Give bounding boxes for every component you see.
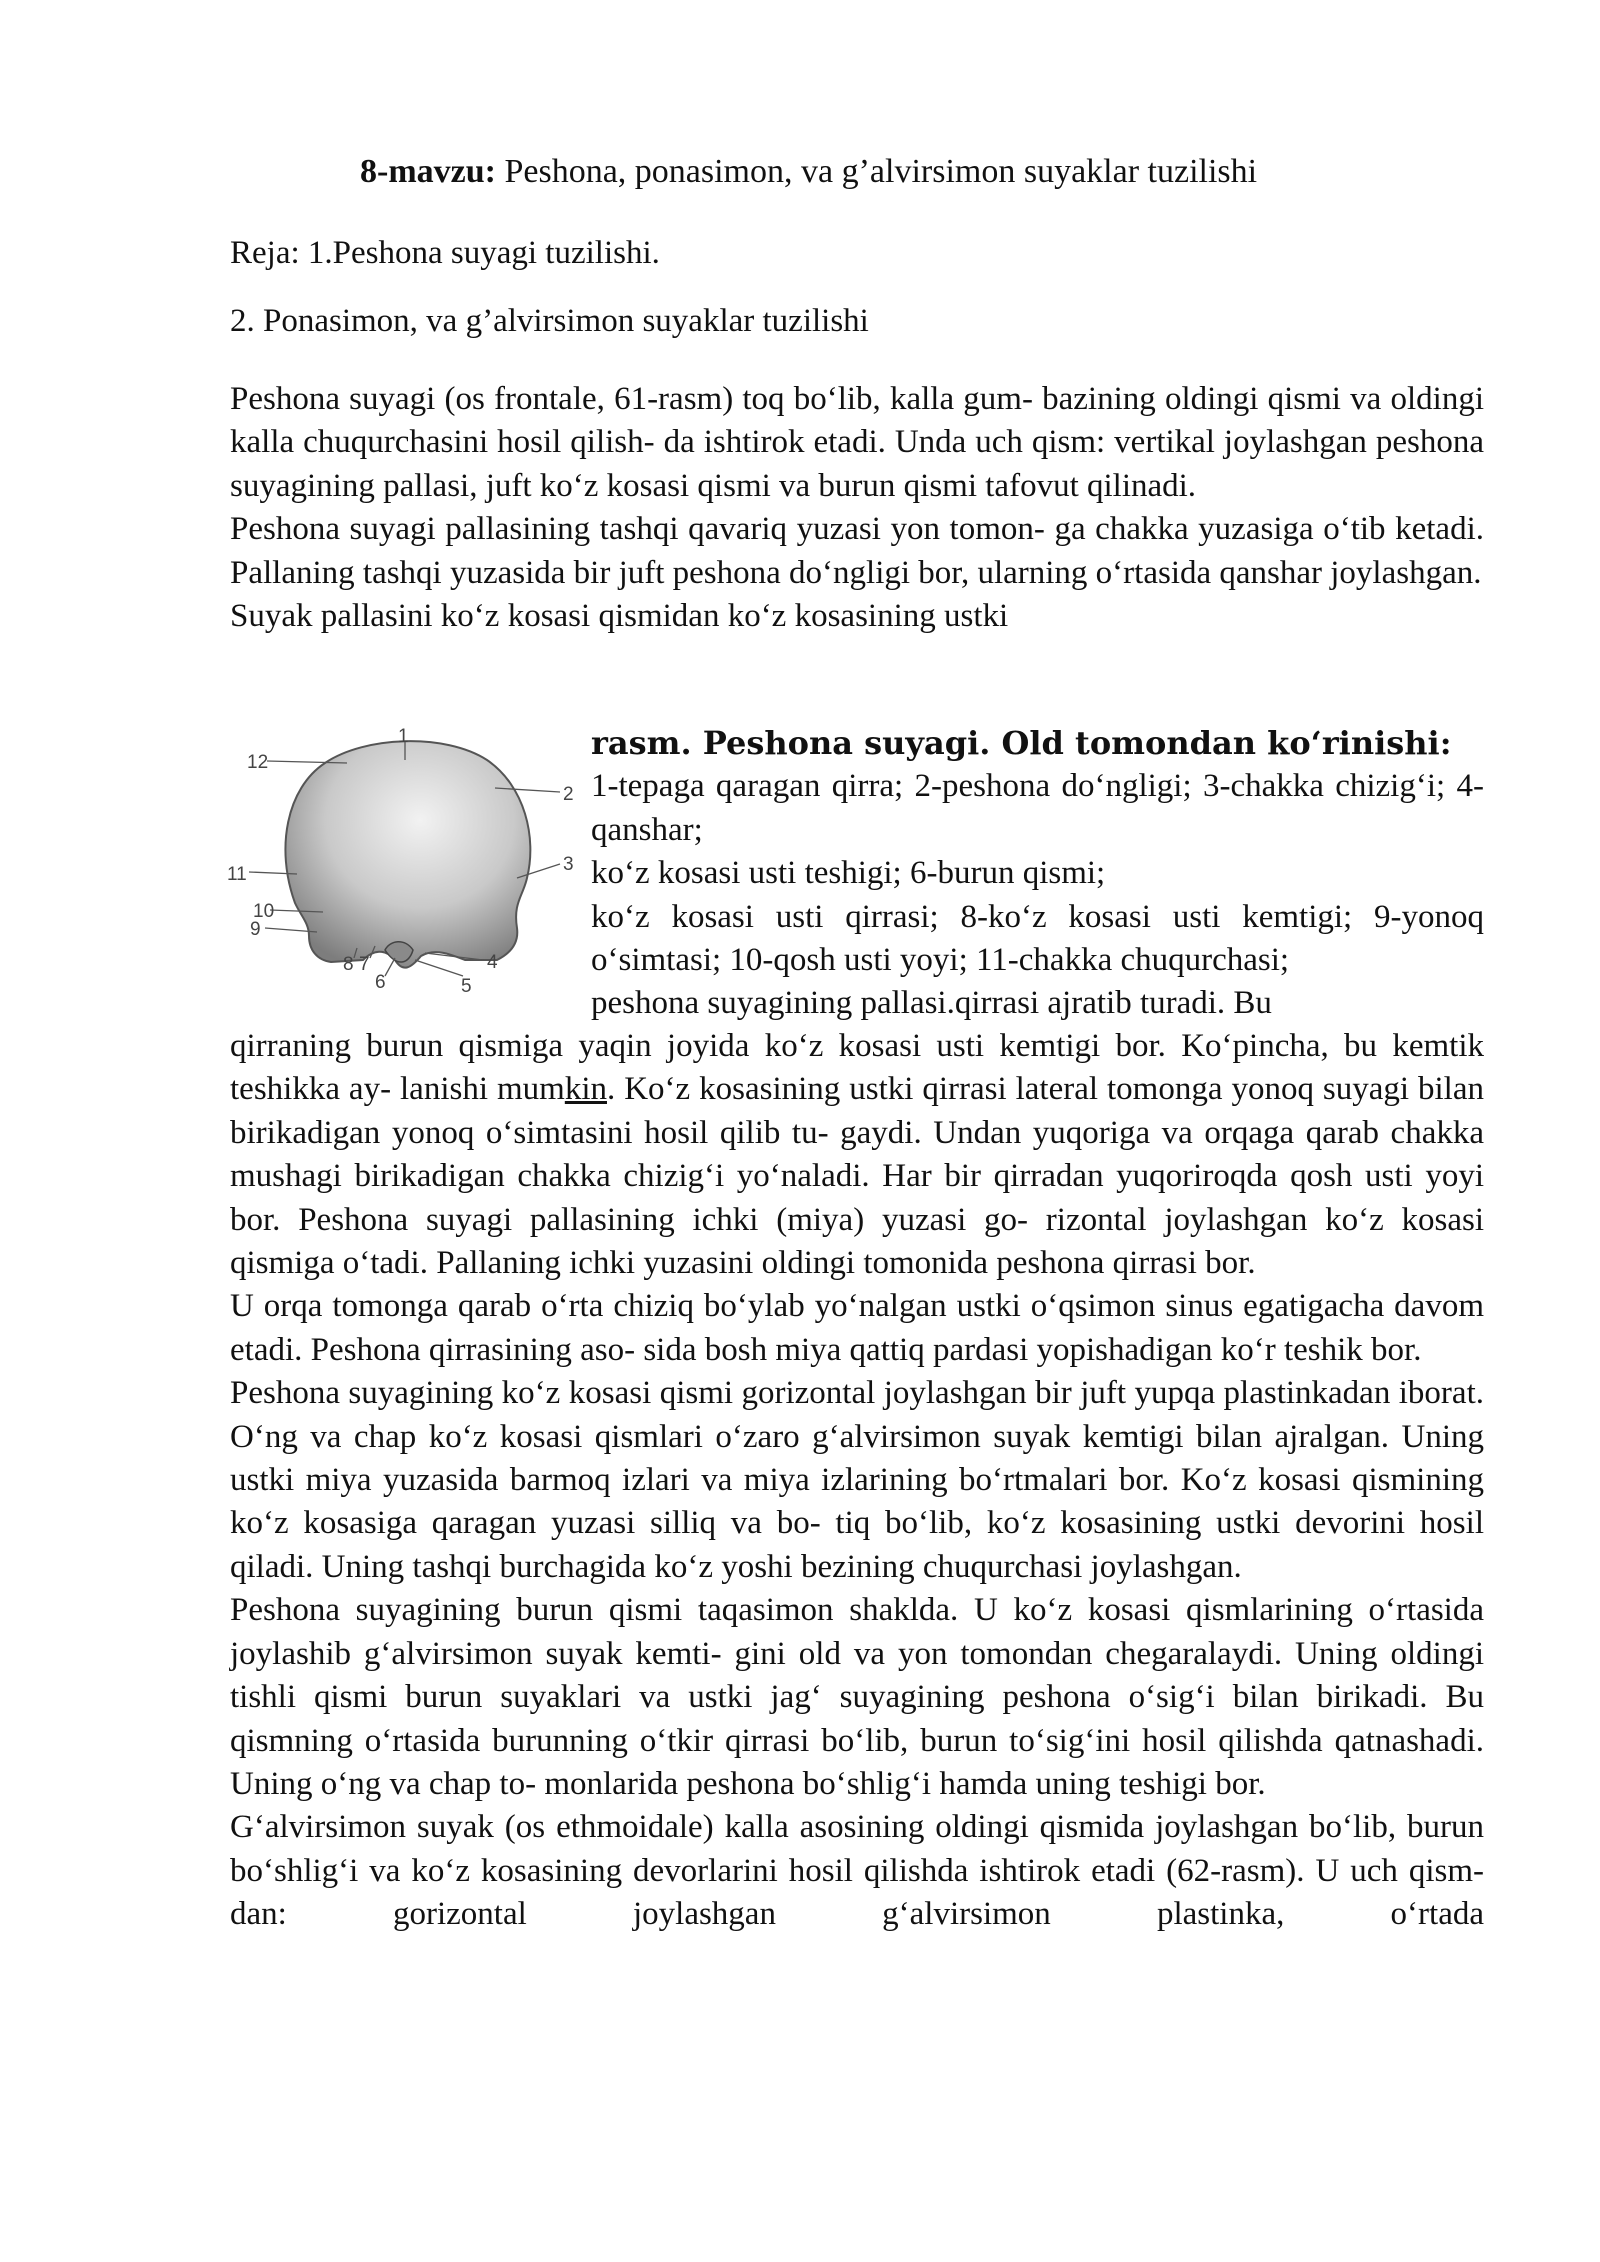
figure-label: 12 xyxy=(247,752,269,773)
text-block-bottom xyxy=(230,1025,1484,1937)
frontal-bone-shape xyxy=(285,741,530,967)
nasal-part xyxy=(385,942,413,962)
paragraph: G‘alvirsimon suyak (os ethmoidale) kalla asosining oldingi qismida joylashgan bo‘lib, burun bo‘shlig‘i va ko‘z kosasining devorlarini hosil qilishda ishtirok etadi (62-rasm). U uch qism- dan: gorizontal joylashgan g‘alvirsimon plastinka, o‘rtada xyxy=(230,1809,1484,1933)
plan-line-1: Reja: 1.Peshona suyagi tuzilishi. xyxy=(230,235,660,271)
figure-label: 1 xyxy=(398,728,409,747)
caption-line: peshona suyagining pallasi.qirrasi ajratib turadi. Bu xyxy=(591,985,1272,1022)
caption-line: ko‘z kosasi usti qirrasi; 8-ko‘z kosasi usti kemtigi; 9-yonoq o‘simtasi; 10-qosh usti yoyi; 11-chakka chuqurchasi; xyxy=(591,898,1484,979)
frontal-bone-figure xyxy=(225,728,585,998)
figure-label: 2 xyxy=(563,784,574,805)
topic-text: Peshona, ponasimon, va g’alvirsimon suyaklar tuzilishi xyxy=(495,153,1258,190)
plan-line-2: 2. Ponasimon, va g’alvirsimon suyaklar tuzilishi xyxy=(230,303,869,339)
caption-line: 1-tepaga qaragan qirra; 2-peshona do‘ngligi; 3-chakka chizig‘i; 4-qanshar; xyxy=(591,768,1484,848)
caption-line: ko‘z kosasi usti teshigi; 6-burun qismi; xyxy=(591,855,1106,892)
caption-title: rasm. Peshona suyagi. Old tomondan ko‘rinishi: xyxy=(591,724,1452,762)
figure-label: 7 xyxy=(359,954,370,975)
paragraph: Peshona suyagi (os frontale, 61-rasm) toq bo‘lib, kalla gum- bazining oldingi qismi va oldingi kalla chuqurchasini hosil qilish- da ishtirok etadi. Unda uch qism: vertikal joylashgan peshona suyagining pallasi, juft ko‘z kosasi qismi va burun qismi tafovut qilinadi. xyxy=(230,381,1484,504)
figure-label: 4 xyxy=(487,952,498,973)
figure-label: 3 xyxy=(563,854,574,875)
figure-label: 5 xyxy=(461,976,472,997)
figure-caption xyxy=(591,722,1484,1026)
paragraph: qirraning burun qismiga yaqin joyida ko‘z kosasi usti kemtigi bor. Ko‘pincha, bu kemtik teshikka ay- lanishi mumkin. Ko‘z kosasining ustki qirrasi lateral tomonga yonoq suyagi bilan birikadigan yonoq o‘simtasini hosil qilib tu- gaydi. Undan yuqoriga va orqaga qarab chakka mushagi birikadigan chakka chizig‘i yo‘naladi. Har bir qirradan yuqoriroqda qosh usti yoyi bor. Peshona suyagi pallasining ichki (miya) yuzasi go- rizontal joylashgan ko‘z kosasi qismiga o‘tadi. Pallaning ichki yuzasini oldingi tomonida peshona qirrasi bor. xyxy=(230,1028,1484,1282)
paragraph: Suyak pallasini ko‘z kosasi qismidan ko‘z kosasining ustki xyxy=(230,598,1009,635)
figure-label: 6 xyxy=(375,972,386,993)
text-block-top xyxy=(230,378,1484,638)
page-title xyxy=(360,150,1257,194)
paragraph: U orqa tomonga qarab o‘rta chiziq bo‘ylab yo‘nalgan ustki o‘qsimon sinus egatigacha davom etadi. Peshona qirrasining aso- sida bosh miya qattiq pardasi yopishadigan ko‘r teshik bor. xyxy=(230,1288,1484,1368)
figure-label: 9 xyxy=(250,919,261,940)
paragraph: Peshona suyagining ko‘z kosasi qismi gorizontal joylashgan bir juft yupqa plastinkadan iborat. O‘ng va chap ko‘z kosasi qismlari o‘zaro g‘alvirsimon suyak kemtigi bilan ajralgan. Uning ustki miya yuzasida barmoq izlari va miya izlarining bo‘rtmalari bor. Ko‘z kosasi qismining ko‘z kosasiga qaragan yuzasi silliq va bo- tiq bo‘lib, ko‘z kosasining ustki devorini hosil qiladi. Uning tashqi burchagida ko‘z yoshi bezining chuqurchasi joylashgan. xyxy=(230,1375,1484,1585)
figure-label: 11 xyxy=(227,864,247,885)
figure-label: 8 xyxy=(343,954,354,975)
topic-number: 8-mavzu: xyxy=(360,153,496,190)
figure-label: 10 xyxy=(253,901,275,922)
paragraph: Peshona suyagi pallasining tashqi qavariq yuzasi yon tomon- ga chakka yuzasiga o‘tib ketadi. Pallaning tashqi yuzasida bir juft peshona do‘ngligi bor, ularning o‘rtasida qanshar joylashgan. xyxy=(230,511,1484,591)
paragraph: Peshona suyagining burun qismi taqasimon shaklda. U ko‘z kosasi qismlarining o‘rtasida joylashib g‘alvirsimon suyak kemti- gini old va yon tomondan chegaralaydi. Uning oldingi tishli qismi burun suyaklari va ustki jag‘ suyagining peshona o‘sig‘i bilan birikadi. Bu qismning o‘rtasida burunning o‘tkir qirrasi bo‘lib, burun to‘sig‘ini hosil qilishda qatnashadi. Uning o‘ng va chap to- monlarida peshona bo‘shlig‘i hamda uning teshigi bor. xyxy=(230,1592,1484,1802)
frontal-bone-illustration xyxy=(225,728,585,998)
